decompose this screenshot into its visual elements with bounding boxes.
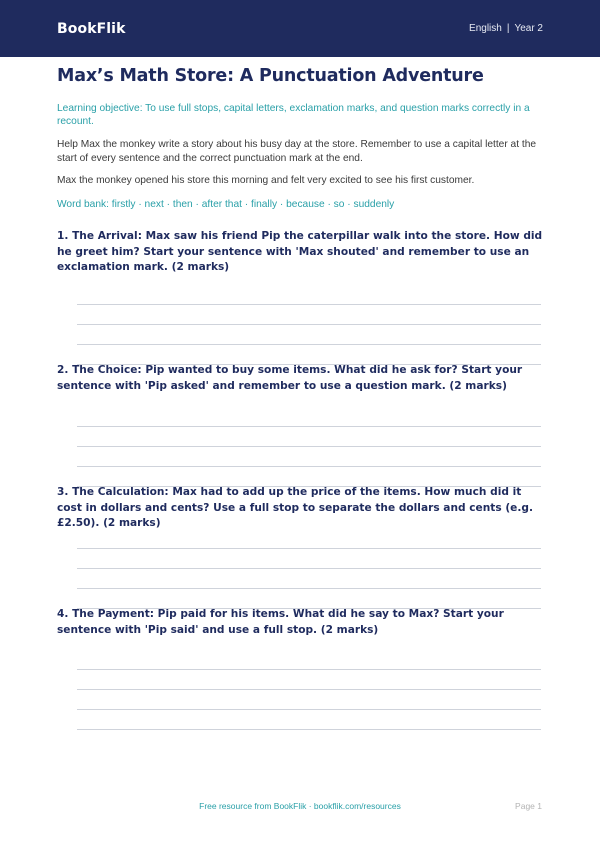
- brand-logo: BookFlik: [57, 20, 126, 37]
- question-4: [57, 607, 547, 638]
- question-3-text: 3. The Calculation: Max had to add up the price of the items. How much did it cost in dollars and cents? Use a full stop to separate the dollars and cents (e.g. £2.50). (2 marks): [57, 486, 533, 529]
- answer-line[interactable]: [77, 709, 541, 710]
- question-4-text: 4. The Payment: Pip paid for his items. What did he say to Max? Start your sentence with 'Pip said' and use a full stop. (2 marks): [57, 608, 504, 636]
- answer-line[interactable]: [77, 729, 541, 730]
- answer-line[interactable]: [77, 588, 541, 589]
- year-label: Year 2: [514, 23, 543, 34]
- page-number: Page 1: [515, 801, 542, 811]
- question-1: [57, 229, 547, 276]
- answer-line[interactable]: [77, 669, 541, 670]
- page-header: [0, 0, 600, 57]
- learning-objective: Learning objective: To use full stops, capital letters, exclamation marks, and question marks correctly in a recount.: [57, 103, 530, 127]
- story-opening: Max the monkey opened his store this morning and felt very excited to see his first customer.: [57, 175, 475, 186]
- meta-separator: |: [506, 23, 510, 34]
- page-footer: [0, 801, 600, 815]
- worksheet-title: Max’s Math Store: A Punctuation Adventure: [57, 66, 484, 86]
- question-1-text: 1. The Arrival: Max saw his friend Pip the caterpillar walk into the store. How did he greet him? Start your sentence with 'Max shouted' and remember to use an exclamation mark. (2 marks): [57, 230, 543, 273]
- question-3: [57, 485, 547, 532]
- footer-resource-link[interactable]: Free resource from BookFlik · bookflik.com/resources: [199, 801, 401, 811]
- answer-line[interactable]: [77, 324, 541, 325]
- answer-line[interactable]: [77, 466, 541, 467]
- answer-line[interactable]: [77, 689, 541, 690]
- answer-line[interactable]: [77, 446, 541, 447]
- instructions: Help Max the monkey write a story about his busy day at the store. Remember to use a capital letter at the start of every sentence and the correct punctuation mark at the end.: [57, 139, 537, 164]
- worksheet-intro: [57, 64, 543, 210]
- subject-year: [469, 23, 543, 34]
- question-2-text: 2. The Choice: Pip wanted to buy some items. What did he ask for? Start your sentence with 'Pip asked' and remember to use a question mark. (2 marks): [57, 364, 523, 392]
- answer-line[interactable]: [77, 568, 541, 569]
- question-2: [57, 363, 547, 394]
- answer-line[interactable]: [77, 304, 541, 305]
- answer-line[interactable]: [77, 344, 541, 345]
- answer-line[interactable]: [77, 548, 541, 549]
- subject-label: English: [469, 23, 502, 34]
- answer-line[interactable]: [77, 426, 541, 427]
- word-bank: Word bank: firstly · next · then · after that · finally · because · so · suddenly: [57, 198, 395, 210]
